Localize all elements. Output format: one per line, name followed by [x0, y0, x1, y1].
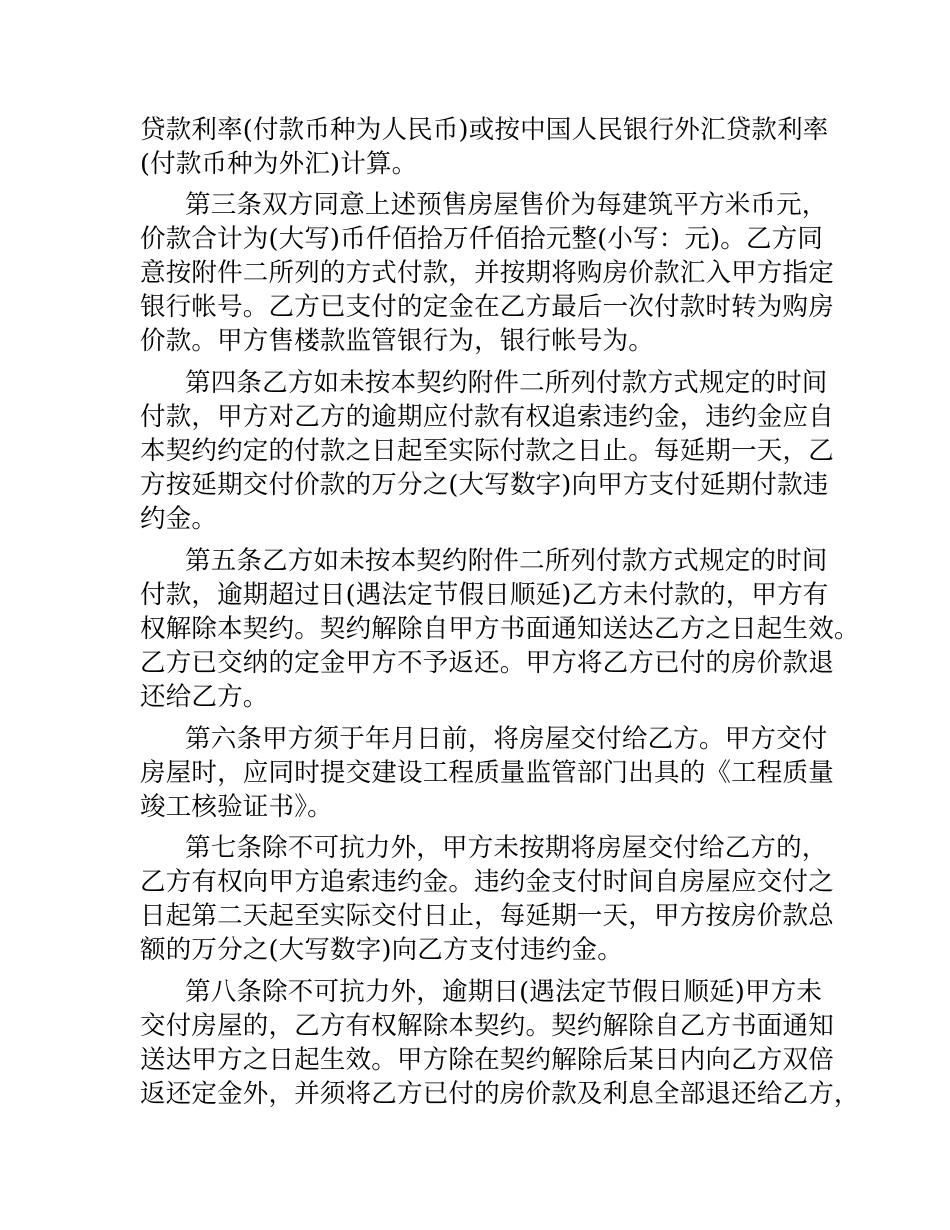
paragraph-line: 交付房屋的，乙方有权解除本契约。契约解除自乙方书面通知: [140, 1011, 834, 1041]
paragraph-line: 贷款利率(付款币种为人民币)或按中国人民银行外汇贷款利率: [140, 115, 829, 145]
paragraph-line: 还给乙方。: [140, 682, 269, 712]
paragraph-line: 价款合计为(大写)币仟佰拾万仟佰拾元整(小写：元)。乙方同: [140, 224, 824, 254]
article-7-first-line: 第七条除不可抗力外，甲方未按期将房屋交付给乙方的，: [185, 833, 828, 863]
paragraph-line: 方按延期交付价款的万分之(大写数字)向甲方支付延期付款违: [140, 470, 829, 500]
article-4-first-line: 第四条乙方如未按本契约附件二所列付款方式规定的时间: [185, 368, 828, 398]
paragraph-line: 约金。: [140, 504, 218, 534]
paragraph-line: 房屋时，应同时提交建设工程质量监管部门出具的《工程质量: [140, 758, 834, 788]
paragraph-line: 乙方有权向甲方追索违约金。违约金支付时间自房屋应交付之: [140, 867, 834, 897]
paragraph-line: 本契约约定的付款之日起至实际付款之日止。每延期一天，乙: [140, 436, 834, 466]
article-8-first-line: 第八条除不可抗力外，逾期日(遇法定节假日顺延)甲方未: [185, 977, 823, 1007]
paragraph-line: 额的万分之(大写数字)向乙方支付违约金。: [140, 935, 623, 965]
paragraph-line: 银行帐号。乙方已支付的定金在乙方最后一次付款时转为购房: [140, 292, 834, 322]
article-5-first-line: 第五条乙方如未按本契约附件二所列付款方式规定的时间: [185, 546, 828, 576]
paragraph-line: 乙方已交纳的定金甲方不予返还。甲方将乙方已付的房价款退: [140, 648, 834, 678]
paragraph-line: 返还定金外，并须将乙方已付的房价款及利息全部退还给乙方，: [140, 1079, 860, 1109]
paragraph-line: 日起第二天起至实际交付日止，每延期一天，甲方按房价款总: [140, 901, 834, 931]
paragraph-line: (付款币种为外汇)计算。: [140, 149, 418, 179]
paragraph-line: 付款，甲方对乙方的逾期应付款有权追索违约金，违约金应自: [140, 402, 834, 432]
paragraph-line: 权解除本契约。契约解除自甲方书面通知送达乙方之日起生效。: [140, 614, 860, 644]
paragraph-line: 意按附件二所列的方式付款，并按期将购房价款汇入甲方指定: [140, 258, 834, 288]
paragraph-line: 价款。甲方售楼款监管银行为，银行帐号为。: [140, 326, 655, 356]
paragraph-line: 竣工核验证书》。: [140, 792, 333, 822]
article-3-first-line: 第三条双方同意上述预售房屋售价为每建筑平方米币元，: [185, 190, 828, 220]
paragraph-line: 付款，逾期超过日(遇法定节假日顺延)乙方未付款的，甲方有: [140, 580, 829, 610]
article-6-first-line: 第六条甲方须于年月日前，将房屋交付给乙方。甲方交付: [185, 724, 828, 754]
paragraph-line: 送达甲方之日起生效。甲方除在契约解除后某日内向乙方双倍: [140, 1045, 834, 1075]
